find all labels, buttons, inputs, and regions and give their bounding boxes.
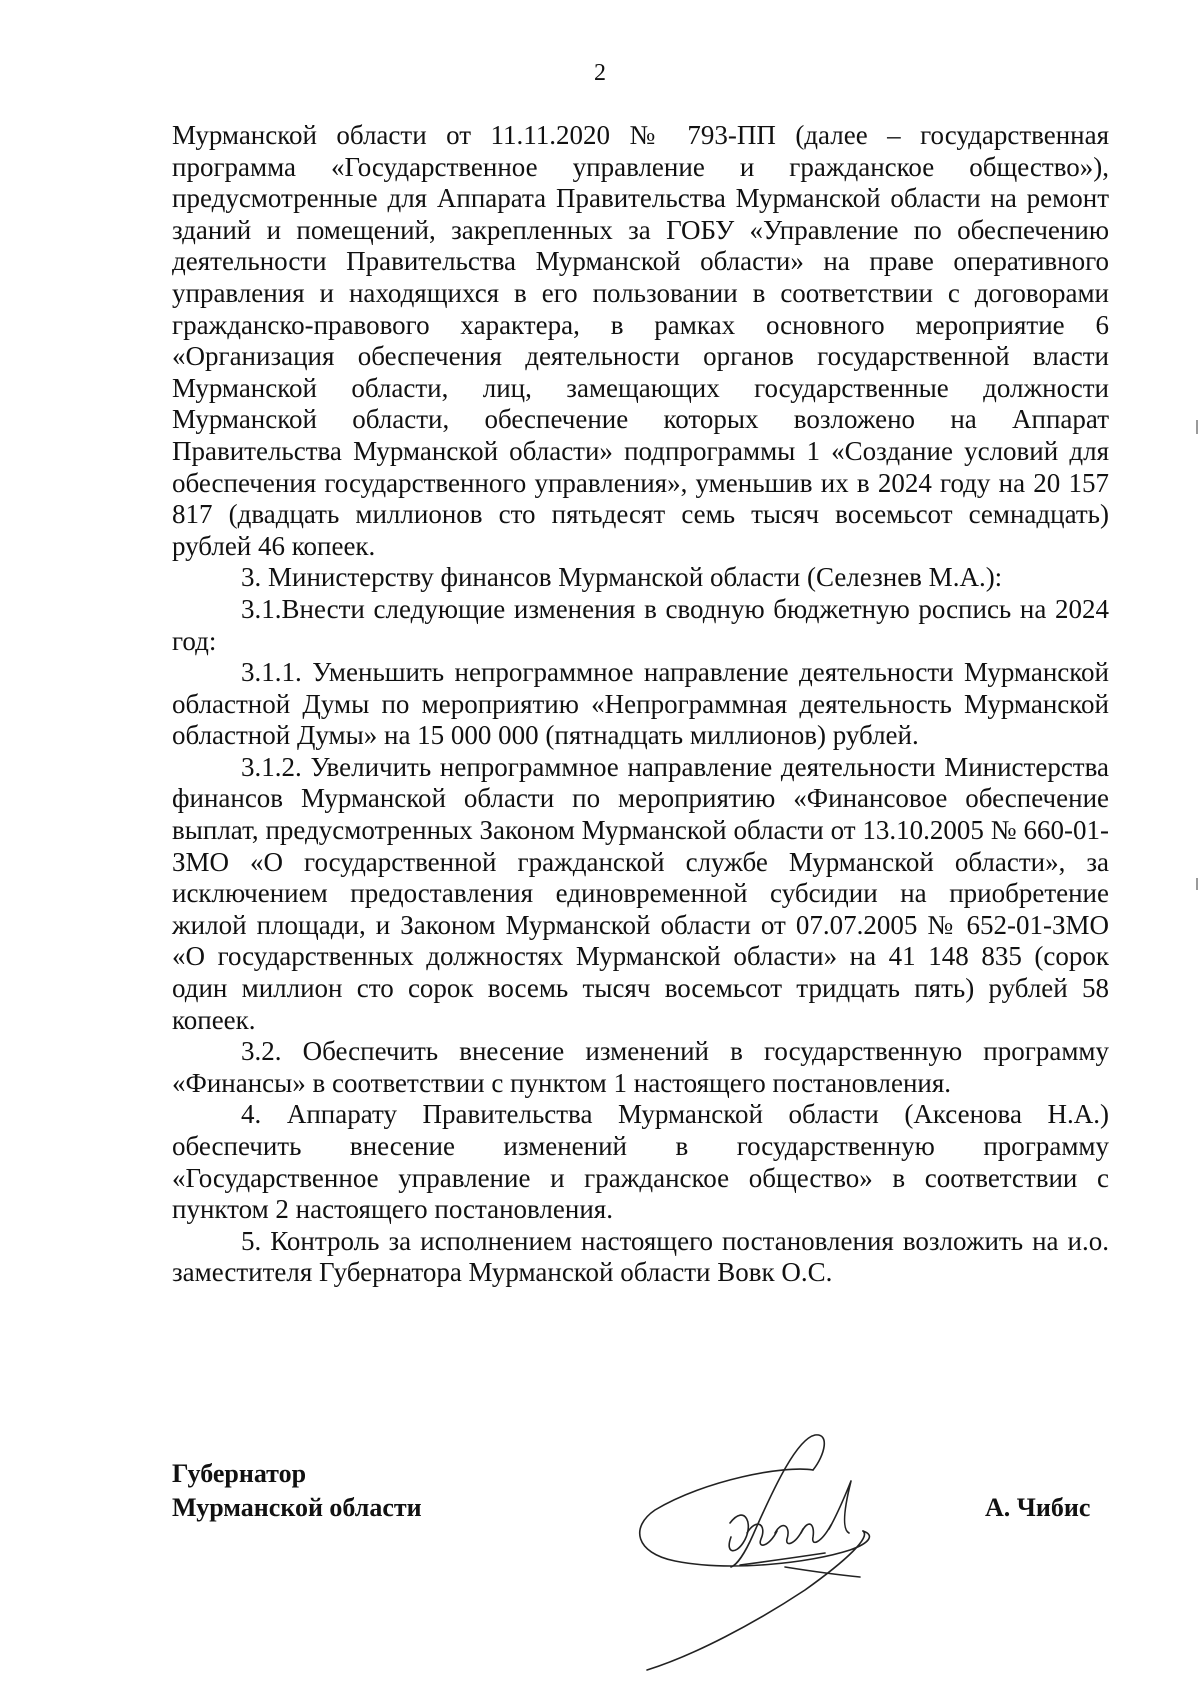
page-number: 2 bbox=[594, 60, 606, 86]
document-body bbox=[172, 120, 1109, 1289]
paragraph-item-3-1-2: 3.1.2. Увеличить непрограммное направление деятельности Министерства финансов Мурманской области по мероприятию «Финансовое обеспечение выплат, предусмотренных Законом Мурманской области от 13.10.2005 № 660-01-ЗМО «О государственной гражданской службе Мурманской области», за исключением предоставления единовременной субсидии на приобретение жилой площади, и Законом Мурманской области от 07.07.2005 № 652-01-ЗМО «О государственных должностях Мурманской области» на 41 148 835 (сорок один миллион сто сорок восемь тысяч восемьсот тридцать пять) рублей 58 копеек. bbox=[172, 751, 1109, 1035]
paragraph-item-3: 3. Министерству финансов Мурманской области (Селезнев М.А.): bbox=[241, 562, 1003, 593]
signatory-position bbox=[172, 1457, 422, 1525]
paragraph-item-3-1: 3.1.Внести следующие изменения в сводную бюджетную роспись на 2024 год: bbox=[172, 593, 1109, 656]
signatory-name: А. Чибис bbox=[985, 1493, 1091, 1522]
paragraph-continuation: Мурманской области от 11.11.2020 № 793-ПП (далее – государственная программа «Государственное управление и гражданское общество»), предусмотренные для Аппарата Правительства Мурманской области на ремонт зданий и помещений, закрепленных за ГОБУ «Управление по обеспечению деятельности Правительства Мурманской области» на праве оперативного управления и находящихся в его пользовании в соответствии с договорами гражданско-правового характера, в рамках основного мероприятие 6 «Организация обеспечения деятельности органов государственной власти Мурманской области, лиц, замещающих государственные должности Мурманской области, обеспечение которых возложено на Аппарат Правительства Мурманской области» подпрограммы 1 «Создание условий для обеспечения государственного управления», уменьшив их в 2024 году на 20 157 817 (двадцать миллионов сто пятьдесят семь тысяч восемьсот семнадцать) рублей 46 копеек. bbox=[172, 120, 1109, 561]
paragraph-item-3-2: 3.2. Обеспечить внесение изменений в государственную программу «Финансы» в соответствии с пунктом 1 настоящего постановления. bbox=[172, 1036, 1109, 1098]
paragraph-item-3-1-1: 3.1.1. Уменьшить непрограммное направление деятельности Мурманской областной Думы по мероприятию «Непрограммная деятельность Мурманской областной Думы» на 15 000 000 (пятнадцать миллионов) рублей. bbox=[172, 657, 1109, 751]
paragraph-item-4: 4. Аппарату Правительства Мурманской области (Аксенова Н.А.) обеспечить внесение изменений в государственную программу «Государственное управление и гражданское общество» в соответствии с пунктом 2 настоящего постановления. bbox=[172, 1099, 1109, 1225]
signatory-position-line2: Мурманской области bbox=[172, 1493, 422, 1522]
handwritten-signature bbox=[635, 1425, 915, 1675]
scan-edge-mark bbox=[1196, 878, 1198, 890]
signatory-position-line1: Губернатор bbox=[172, 1459, 307, 1488]
scan-edge-mark bbox=[1196, 420, 1198, 434]
paragraph-item-5: 5. Контроль за исполнением настоящего постановления возложить на и.о. заместителя Губернатора Мурманской области Вовк О.С. bbox=[172, 1225, 1109, 1288]
